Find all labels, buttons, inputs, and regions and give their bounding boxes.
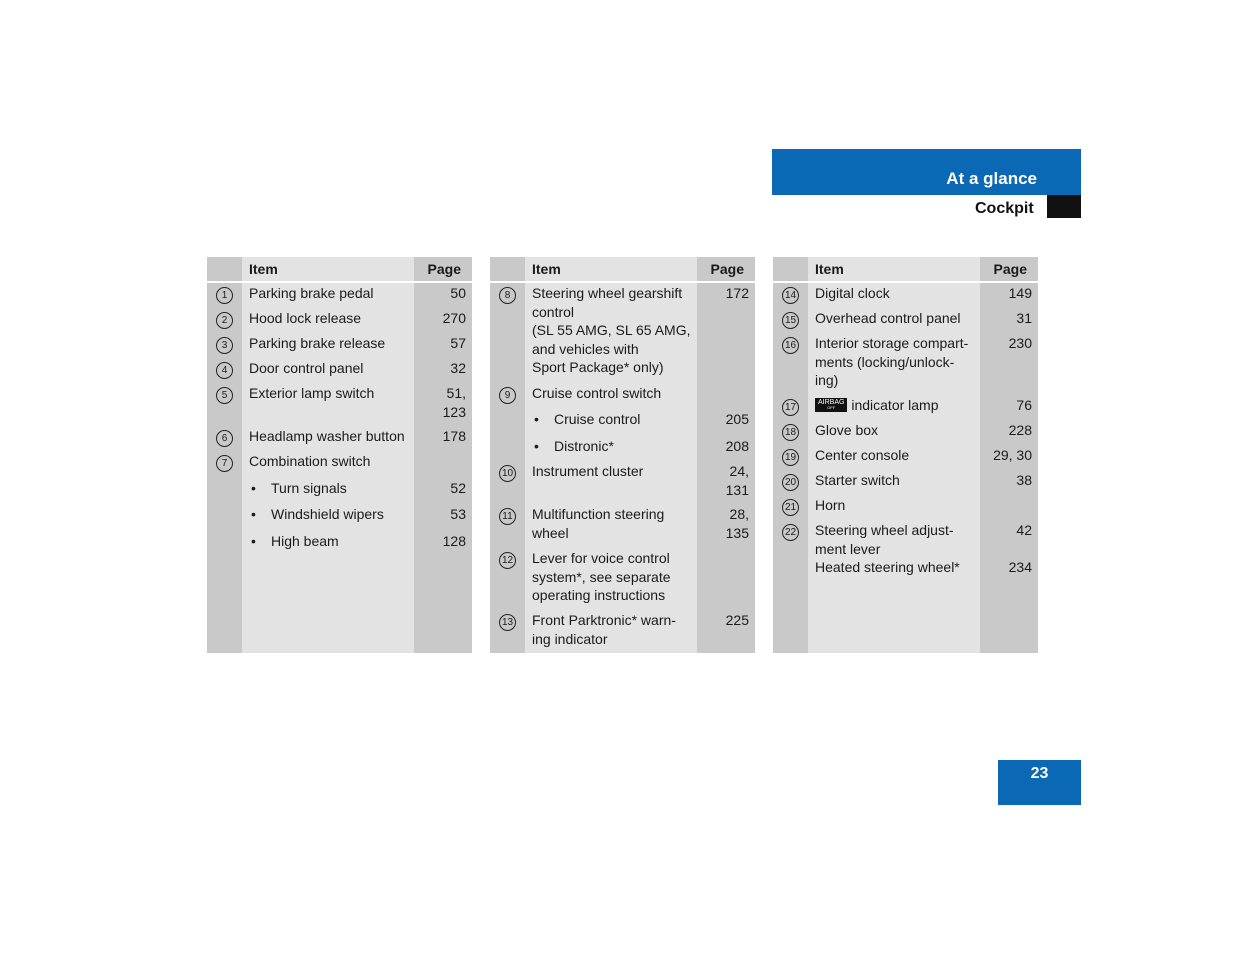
page-ref: 230: [1008, 335, 1032, 351]
page-ref: 205: [725, 411, 749, 427]
section-title: At a glance: [946, 169, 1037, 188]
item-number-badge: 3: [216, 337, 233, 354]
item-label: Steering wheel gearshift control (SL 55 AMG, SL 65 AMG, and vehicles with Sport Package* only): [532, 285, 691, 375]
item-number-badge: 4: [216, 362, 233, 379]
page-header: Page: [427, 261, 461, 277]
item-number-badge: 15: [782, 312, 799, 329]
item-label: AIRBAG OFF indicator lamp: [815, 396, 975, 415]
page-ref: 53: [450, 506, 466, 522]
page-ref: 270: [442, 310, 466, 326]
item-number-badge: 22: [782, 524, 799, 541]
page-number: 23: [1030, 765, 1049, 782]
item-label: Instrument cluster: [532, 463, 644, 479]
item-number-badge: 2: [216, 312, 233, 329]
item-label: Horn: [815, 497, 846, 513]
page-ref: 172: [725, 285, 749, 301]
page-ref: 42: [1016, 522, 1032, 538]
item-number-badge: 7: [216, 455, 233, 472]
item-number-badge: 8: [499, 287, 516, 304]
item-number-badge: 5: [216, 387, 233, 404]
bullet-icon: •: [251, 480, 256, 496]
page-ref: 128: [442, 533, 466, 549]
page-ref: 38: [1016, 472, 1032, 488]
item-number-badge: 21: [782, 499, 799, 516]
item-label: Parking brake pedal: [249, 285, 374, 301]
page-ref: 228: [1008, 422, 1032, 438]
number-column: [490, 257, 525, 653]
cockpit-table-1: [207, 257, 472, 653]
item-label: Headlamp washer button: [249, 428, 405, 444]
item-number-badge: 16: [782, 337, 799, 354]
item-label: Multifunction steering wheel: [532, 506, 665, 541]
item-number-badge: 11: [499, 508, 516, 525]
subsection-title: Cockpit: [975, 200, 1034, 217]
page-ref: 50: [450, 285, 466, 301]
item-label: Combination switch: [249, 453, 371, 469]
item-label: Exterior lamp switch: [249, 385, 375, 401]
page-ref: 31: [1016, 310, 1032, 326]
header-separator: [773, 281, 1038, 283]
item-label: Center console: [815, 447, 910, 463]
item-label: Steering wheel adjust- ment lever: [815, 522, 954, 557]
sub-item-label: Distronic*: [554, 438, 614, 454]
item-number-badge: 17: [782, 399, 799, 416]
item-label: Hood lock release: [249, 310, 362, 326]
item-label: Parking brake release: [249, 335, 386, 351]
page-ref: 32: [450, 360, 466, 376]
cockpit-table-2: [490, 257, 755, 653]
item-header: Item: [532, 261, 561, 277]
page-ref: 234: [1008, 559, 1032, 575]
header-separator: [207, 281, 472, 283]
item-number-badge: 10: [499, 465, 516, 482]
item-label: Starter switch: [815, 472, 900, 488]
sub-item-label: Turn signals: [271, 480, 347, 496]
page-ref: 28, 135: [725, 506, 749, 541]
subsection-marker: [1047, 195, 1081, 218]
page-ref: 149: [1008, 285, 1032, 301]
header-separator: [490, 281, 755, 283]
item-number-badge: 6: [216, 430, 233, 447]
cockpit-table-3: [773, 257, 1038, 653]
item-label: Lever for voice control system*, see separate operating instructions: [532, 550, 671, 603]
item-number-badge: 13: [499, 614, 516, 631]
page-ref: 76: [1016, 397, 1032, 413]
item-number-badge: 14: [782, 287, 799, 304]
item-number-badge: 18: [782, 424, 799, 441]
item-label: Cruise control switch: [532, 385, 662, 401]
airbag-off-icon: AIRBAG OFF: [815, 398, 847, 412]
page-number-box: [998, 760, 1081, 805]
page-header: Page: [710, 261, 744, 277]
page-ref: 178: [442, 428, 466, 444]
item-label: Door control panel: [249, 360, 364, 376]
page-ref: 24, 131: [725, 463, 749, 498]
item-number-badge: 9: [499, 387, 516, 404]
section-header-bar: [772, 149, 1081, 195]
sub-item-label: Windshield wipers: [271, 506, 384, 522]
item-label: Digital clock: [815, 285, 890, 301]
bullet-icon: •: [534, 411, 539, 427]
page-ref: 208: [725, 438, 749, 454]
page-ref: 57: [450, 335, 466, 351]
bullet-icon: •: [534, 438, 539, 454]
sub-item-label: Cruise control: [554, 411, 641, 427]
page-ref: 51, 123: [442, 385, 466, 420]
bullet-icon: •: [251, 533, 256, 549]
sub-item-label: High beam: [271, 533, 339, 549]
item-label: Heated steering wheel*: [815, 559, 960, 575]
item-number-badge: 19: [782, 449, 799, 466]
page-ref: 52: [450, 480, 466, 496]
item-number-badge: 12: [499, 552, 516, 569]
item-number-badge: 20: [782, 474, 799, 491]
page-ref: 29, 30: [993, 447, 1032, 463]
page-header: Page: [993, 261, 1027, 277]
item-label: Front Parktronic* warn- ing indicator: [532, 612, 676, 647]
item-header: Item: [249, 261, 278, 277]
page-ref: 225: [725, 612, 749, 628]
item-label: Interior storage compart- ments (locking/unlock- ing): [815, 335, 969, 388]
item-label: Overhead control panel: [815, 310, 961, 326]
bullet-icon: •: [251, 506, 256, 522]
item-header: Item: [815, 261, 844, 277]
item-number-badge: 1: [216, 287, 233, 304]
item-label: Glove box: [815, 422, 879, 438]
